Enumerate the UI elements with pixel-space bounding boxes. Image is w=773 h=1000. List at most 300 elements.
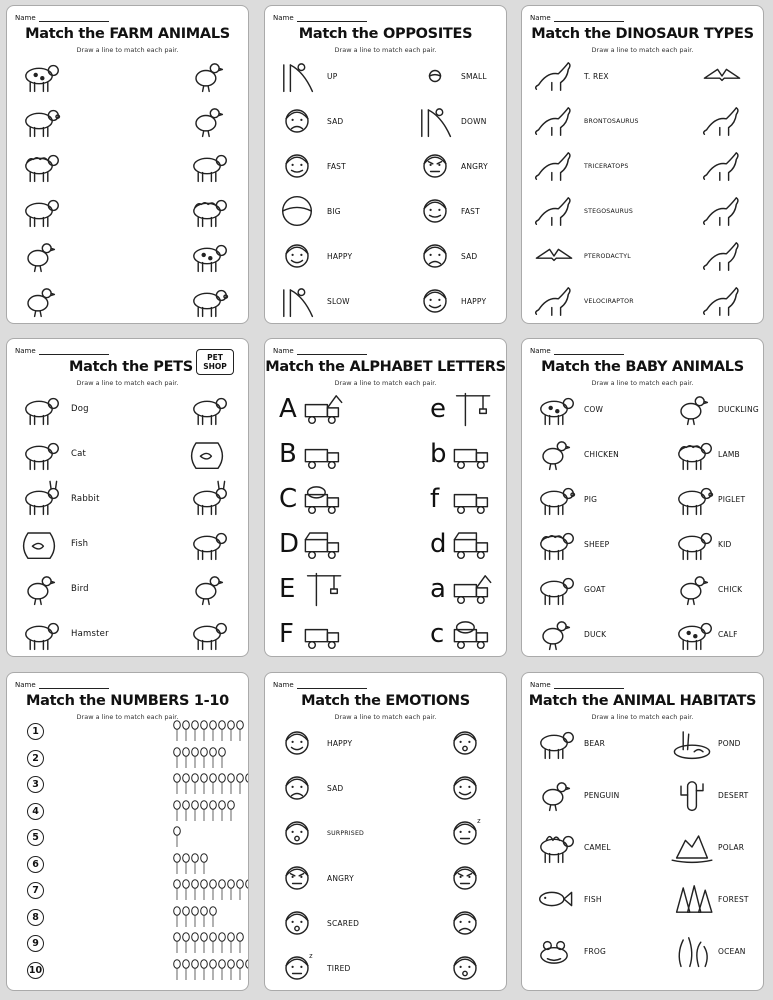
match-row <box>522 101 763 145</box>
balloon-icon <box>218 879 226 901</box>
match-row <box>522 389 763 433</box>
number-circle: 7 <box>27 882 44 899</box>
balloon-icon <box>191 800 199 822</box>
desert-cactus-icon <box>670 775 714 815</box>
match-label-right: OCEAN <box>718 946 746 956</box>
balloon-icon <box>209 747 217 769</box>
dog-icon <box>185 524 229 564</box>
worksheet-card <box>264 672 507 991</box>
balloon-icon <box>173 906 181 928</box>
pet-shop-sign-text: PET <box>207 353 223 362</box>
balloon-icon <box>182 747 190 769</box>
stegosaurus-icon <box>532 191 576 231</box>
name-write-line[interactable] <box>297 348 367 355</box>
fish-icon <box>532 879 576 919</box>
worksheet-instruction: Draw a line to match each pair. <box>334 46 437 54</box>
balloon-icon <box>245 959 249 981</box>
match-row <box>522 281 763 324</box>
name-write-line[interactable] <box>554 682 624 689</box>
number-circle: 9 <box>27 935 44 952</box>
match-row <box>7 479 248 523</box>
balloon-icon <box>227 800 235 822</box>
match-label-left: TRICERATOPS <box>584 162 629 170</box>
balloon-icon <box>191 879 199 901</box>
match-row <box>522 146 763 190</box>
match-row <box>265 56 506 100</box>
forklift-icon <box>450 479 494 519</box>
match-label-left: SAD <box>327 783 344 793</box>
match-label-right: FOREST <box>718 894 749 904</box>
excavator-icon <box>450 569 494 609</box>
match-label-left: Fish <box>71 539 89 549</box>
camel-icon <box>532 827 576 867</box>
pig-icon <box>185 281 229 321</box>
balloon-icon <box>173 932 181 954</box>
match-label-left: SHEEP <box>584 539 610 549</box>
angry-boy-icon <box>413 146 457 186</box>
balloon-icon <box>209 906 217 928</box>
match-row <box>265 524 506 568</box>
name-label: Name <box>530 14 551 22</box>
velociraptor-icon <box>532 281 576 321</box>
running-boy-icon <box>413 191 457 231</box>
match-row <box>265 146 506 190</box>
match-row <box>265 389 506 433</box>
polar-iceberg-icon <box>670 827 714 867</box>
chicken-icon <box>185 101 229 141</box>
match-row <box>522 775 763 819</box>
name-write-line[interactable] <box>39 682 109 689</box>
name-label: Name <box>530 681 551 689</box>
worksheet-title: Match the FARM ANIMALS <box>25 26 230 42</box>
balloon-icon <box>227 959 235 981</box>
balloon-icon <box>173 879 181 901</box>
balloon-icon <box>191 959 199 981</box>
angry-face-icon <box>443 858 487 898</box>
match-row <box>522 479 763 523</box>
number-circle: 3 <box>27 776 44 793</box>
match-label-left: FROG <box>584 946 607 956</box>
match-label-left: UP <box>327 71 338 81</box>
forklift-icon <box>301 614 345 654</box>
match-label-left: BEAR <box>584 738 606 748</box>
hamster-wheel-icon <box>185 389 229 429</box>
match-row <box>7 56 248 100</box>
balloon-group <box>173 747 226 769</box>
balloon-icon <box>200 879 208 901</box>
piglet-icon <box>670 479 714 519</box>
chicken-icon <box>17 236 61 276</box>
match-label-left: SURPRISED <box>327 829 365 837</box>
match-label-left: Hamster <box>71 629 109 639</box>
duck-icon <box>532 614 576 654</box>
balloon-group <box>173 773 249 795</box>
balloon-group <box>173 906 217 928</box>
balloon-icon <box>200 720 208 742</box>
sad-boy-icon <box>275 101 319 141</box>
worksheet-card <box>6 672 249 991</box>
happy-girl-icon <box>413 281 457 321</box>
balloon-icon <box>218 773 226 795</box>
scared-face-icon <box>275 903 319 943</box>
balloon-icon <box>209 959 217 981</box>
balloon-icon <box>200 932 208 954</box>
excavator-icon <box>301 389 345 429</box>
cement-mixer-icon <box>450 614 494 654</box>
slide-up-icon <box>275 56 319 96</box>
name-field[interactable] <box>273 681 367 689</box>
match-label-left: SAD <box>327 116 344 126</box>
ocean-seaweed-icon <box>670 931 714 971</box>
number-circle: 8 <box>27 909 44 926</box>
match-row <box>7 389 248 433</box>
match-row <box>7 569 248 613</box>
number-circle: 4 <box>27 803 44 820</box>
scared-face-icon <box>443 723 487 763</box>
fish-bowl-icon <box>185 434 229 474</box>
balloon-icon <box>236 879 244 901</box>
worksheet-title: Match the PETS <box>69 359 193 375</box>
name-label: Name <box>273 347 294 355</box>
balloon-icon <box>209 720 217 742</box>
hamster-icon <box>17 614 61 654</box>
worksheet-card <box>6 338 249 657</box>
letter-left: E <box>279 574 296 604</box>
letter-right: e <box>430 394 446 424</box>
pterodactyl-icon <box>532 236 576 276</box>
pterodactyl-icon <box>700 56 744 96</box>
dump-truck-icon <box>301 524 345 564</box>
name-label: Name <box>15 14 36 22</box>
worksheet-card <box>521 672 764 991</box>
worksheet-instruction: Draw a line to match each pair. <box>334 713 437 721</box>
triceratops-icon <box>532 146 576 186</box>
match-label-left: STEGOSAURUS <box>584 207 634 215</box>
match-label-left: HAPPY <box>327 738 353 748</box>
name-label: Name <box>530 347 551 355</box>
bird-icon <box>185 569 229 609</box>
worksheet-instruction: Draw a line to match each pair. <box>591 379 694 387</box>
name-write-line[interactable] <box>554 15 624 22</box>
pet-shop-sign-text: SHOP <box>203 362 227 371</box>
match-row <box>7 434 248 478</box>
bulldozer-icon <box>301 434 345 474</box>
name-write-line[interactable] <box>39 348 109 355</box>
big-ball-icon <box>275 191 319 231</box>
match-label-left: FISH <box>584 894 602 904</box>
worksheet-instruction: Draw a line to match each pair. <box>76 713 179 721</box>
match-label-left: Dog <box>71 404 89 414</box>
match-label-right: CHICK <box>718 584 743 594</box>
worksheet-card <box>521 5 764 324</box>
bear-icon <box>532 723 576 763</box>
pond-icon <box>670 723 714 763</box>
name-field[interactable] <box>530 14 624 22</box>
svg-text:z: z <box>309 952 313 961</box>
match-row <box>522 56 763 100</box>
match-label-left: DUCK <box>584 629 607 639</box>
letter-left: B <box>279 439 297 469</box>
cat-icon <box>185 614 229 654</box>
match-label-left: Bird <box>71 584 89 594</box>
worksheet-card <box>264 5 507 324</box>
match-label-left: PENGUIN <box>584 790 620 800</box>
balloon-icon <box>182 720 190 742</box>
match-row <box>265 723 506 767</box>
worksheet-instruction: Draw a line to match each pair. <box>591 46 694 54</box>
match-row <box>265 903 506 947</box>
balloon-icon <box>191 773 199 795</box>
dog-icon <box>17 389 61 429</box>
match-label-right: DESERT <box>718 790 749 800</box>
fish-bowl-icon <box>17 524 61 564</box>
match-row <box>265 948 506 991</box>
worksheet-title: Match the ANIMAL HABITATS <box>528 693 757 709</box>
crane-icon <box>450 389 494 429</box>
tired-face-icon <box>443 813 487 853</box>
chick-icon <box>670 569 714 609</box>
balloon-icon <box>200 906 208 928</box>
balloon-icon <box>227 932 235 954</box>
worksheet-instruction: Draw a line to match each pair. <box>334 379 437 387</box>
match-row <box>265 281 506 324</box>
balloon-icon <box>191 747 199 769</box>
balloon-icon <box>209 879 217 901</box>
match-label-right: KID <box>718 539 732 549</box>
match-row <box>522 569 763 613</box>
match-row <box>522 614 763 657</box>
number-circle: 10 <box>27 962 44 979</box>
cow-icon <box>185 236 229 276</box>
balloon-icon <box>218 720 226 742</box>
t-rex-icon <box>700 236 744 276</box>
worksheet-title: Match the BABY ANIMALS <box>541 359 744 375</box>
match-label-left: PTERODACTYL <box>584 252 631 260</box>
match-label-left: VELOCIRAPTOR <box>584 297 634 305</box>
match-label-right: CALF <box>718 629 738 639</box>
match-label-left: T. REX <box>584 71 609 81</box>
name-field[interactable] <box>15 14 109 22</box>
balloon-icon <box>227 879 235 901</box>
match-label-left: SLOW <box>327 296 350 306</box>
sheep-icon <box>532 524 576 564</box>
worksheet-title: Match the DINOSAUR TYPES <box>531 26 754 42</box>
match-label-right: SAD <box>461 251 478 261</box>
balloon-icon <box>209 773 217 795</box>
name-write-line[interactable] <box>297 682 367 689</box>
match-label-left: TIRED <box>327 963 351 973</box>
balloon-icon <box>182 932 190 954</box>
balloon-icon <box>191 853 199 875</box>
horse-icon <box>185 146 229 186</box>
balloon-icon <box>218 932 226 954</box>
balloon-icon <box>236 720 244 742</box>
balloon-icon <box>218 959 226 981</box>
balloon-icon <box>218 800 226 822</box>
chicken-icon <box>532 434 576 474</box>
match-row <box>265 569 506 613</box>
brontosaurus-icon <box>532 101 576 141</box>
balloon-group <box>173 826 181 848</box>
balloon-group <box>173 959 249 981</box>
sheep-icon <box>17 146 61 186</box>
name-label: Name <box>15 347 36 355</box>
balloon-icon <box>173 800 181 822</box>
surprised-face-icon <box>275 813 319 853</box>
balloon-icon <box>200 959 208 981</box>
match-row <box>7 146 248 190</box>
balloon-icon <box>182 959 190 981</box>
triceratops-icon <box>700 146 744 186</box>
goat-icon <box>532 569 576 609</box>
number-circle: 5 <box>27 829 44 846</box>
sheep-icon <box>185 191 229 231</box>
duck-icon <box>17 281 61 321</box>
match-label-right: HAPPY <box>461 296 487 306</box>
balloon-icon <box>200 800 208 822</box>
worksheet-title: Match the NUMBERS 1-10 <box>26 693 229 709</box>
stegosaurus-icon <box>700 101 744 141</box>
bulldozer-icon <box>450 434 494 474</box>
letter-right: d <box>430 529 447 559</box>
balloon-icon <box>182 800 190 822</box>
balloon-icon <box>191 720 199 742</box>
worksheet-title: Match the EMOTIONS <box>301 693 470 709</box>
match-row <box>7 236 248 280</box>
frog-icon <box>532 931 576 971</box>
match-label-left: ANGRY <box>327 873 354 883</box>
balloon-icon <box>200 773 208 795</box>
worksheet-title: Match the OPPOSITES <box>298 26 473 42</box>
match-label-right: POND <box>718 738 741 748</box>
match-label-left: CHICKEN <box>584 449 619 459</box>
match-label-right: LAMB <box>718 449 740 459</box>
match-label-right: POLAR <box>718 842 745 852</box>
match-row <box>265 858 506 902</box>
balloon-icon <box>218 747 226 769</box>
balloon-group <box>173 932 244 954</box>
surprised-face-icon <box>443 948 487 988</box>
balloon-icon <box>173 853 181 875</box>
swing-icon <box>275 281 319 321</box>
balloon-icon <box>200 853 208 875</box>
match-row <box>265 434 506 478</box>
pig-icon <box>532 479 576 519</box>
match-row <box>265 768 506 812</box>
letter-left: A <box>279 394 297 424</box>
match-label-left: PIG <box>584 494 598 504</box>
happy-face-icon <box>443 768 487 808</box>
worksheet-instruction: Draw a line to match each pair. <box>76 46 179 54</box>
match-label-left: FAST <box>327 161 346 171</box>
match-row <box>7 281 248 324</box>
worksheet-instruction: Draw a line to match each pair. <box>591 713 694 721</box>
penguin-icon <box>532 775 576 815</box>
cow-icon <box>17 56 61 96</box>
balloon-group <box>173 879 249 901</box>
balloon-icon <box>173 720 181 742</box>
small-ball-icon <box>413 56 457 96</box>
letter-right: f <box>430 484 440 514</box>
worksheet-card <box>264 338 507 657</box>
balloon-icon <box>173 747 181 769</box>
letter-left: F <box>279 619 294 649</box>
balloon-icon <box>245 879 249 901</box>
letter-right: a <box>430 574 446 604</box>
match-row <box>522 236 763 280</box>
pig-icon <box>17 101 61 141</box>
sad-girl-icon <box>413 236 457 276</box>
match-row <box>522 723 763 767</box>
match-label-left: COW <box>584 404 604 414</box>
brontosaurus-icon <box>700 281 744 321</box>
svg-text:z: z <box>477 817 481 826</box>
dump-truck-icon <box>450 524 494 564</box>
balloon-group <box>173 720 244 742</box>
kid-goat-icon <box>670 524 714 564</box>
balloon-icon <box>209 800 217 822</box>
match-label-right: PIGLET <box>718 494 746 504</box>
match-row <box>265 236 506 280</box>
name-field[interactable] <box>273 14 367 22</box>
letter-right: c <box>430 619 445 649</box>
match-label-left: GOAT <box>584 584 606 594</box>
letter-left: D <box>279 529 300 559</box>
name-field[interactable] <box>530 347 624 355</box>
calf-icon <box>670 614 714 654</box>
sad-face-icon <box>443 903 487 943</box>
letter-right: b <box>430 439 447 469</box>
worksheet-card <box>6 5 249 324</box>
name-field[interactable] <box>15 347 109 355</box>
crane-icon <box>301 569 345 609</box>
match-label-right: ANGRY <box>461 161 488 171</box>
lamb-icon <box>670 434 714 474</box>
match-row <box>522 879 763 923</box>
balloon-icon <box>173 773 181 795</box>
cat-icon <box>17 434 61 474</box>
name-write-line[interactable] <box>554 348 624 355</box>
name-label: Name <box>273 681 294 689</box>
pet-shop-sign <box>196 349 234 375</box>
angry-face-icon <box>275 858 319 898</box>
name-field[interactable] <box>530 681 624 689</box>
match-row <box>7 101 248 145</box>
name-write-line[interactable] <box>39 15 109 22</box>
balloon-icon <box>200 747 208 769</box>
balloon-icon <box>182 879 190 901</box>
name-field[interactable] <box>273 347 367 355</box>
match-label-left: HAPPY <box>327 251 353 261</box>
match-label-left: Cat <box>71 449 87 459</box>
match-row <box>265 813 506 857</box>
balloon-icon <box>191 906 199 928</box>
balloon-icon <box>236 932 244 954</box>
rabbit-icon <box>185 479 229 519</box>
match-row <box>522 827 763 871</box>
balloon-icon <box>173 959 181 981</box>
match-label-left: SCARED <box>327 918 360 928</box>
balloon-icon <box>182 853 190 875</box>
name-write-line[interactable] <box>297 15 367 22</box>
cement-mixer-icon <box>301 479 345 519</box>
balloon-icon <box>191 932 199 954</box>
match-label-right: DUCKLING <box>718 404 759 414</box>
name-field[interactable] <box>15 681 109 689</box>
match-row <box>265 101 506 145</box>
velociraptor-icon <box>700 191 744 231</box>
sad-face-icon <box>275 768 319 808</box>
